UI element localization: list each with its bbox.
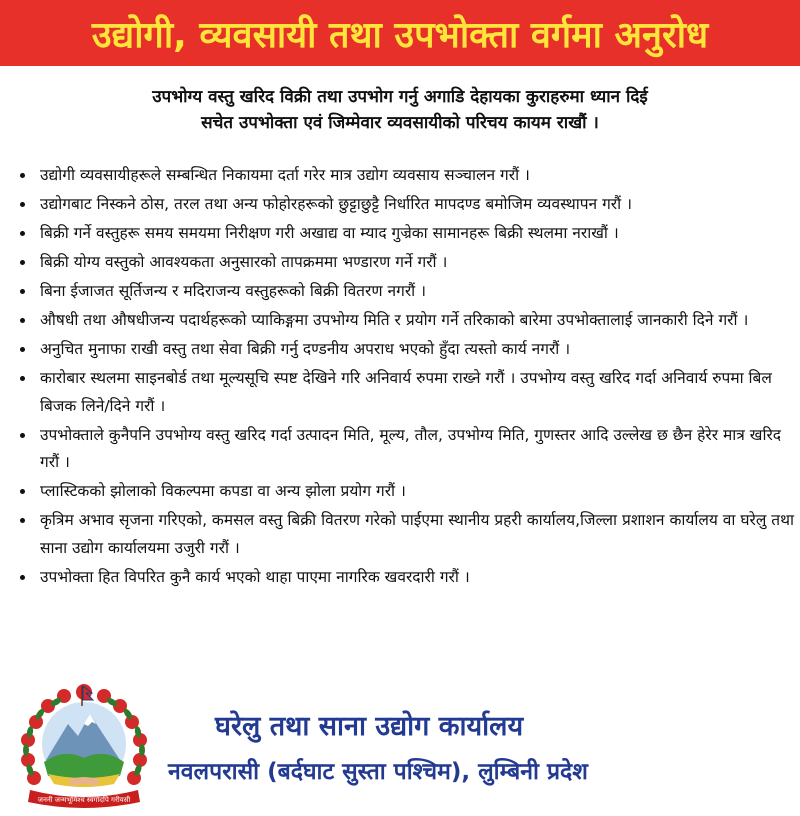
advice-list bbox=[18, 162, 796, 593]
list-item: • उद्योगबाट निस्कने ठोस, तरल तथा अन्य फोहोरहरूको छुट्टाछुट्टै निर्धारित मापदण्ड बमोजिम व्यवस्थापन गरौं । bbox=[36, 191, 796, 219]
list-item: • प्लास्टिकको झोलाको विकल्पमा कपडा वा अन्य झोला प्रयोग गरौं । bbox=[36, 478, 796, 506]
list-item: • कृत्रिम अभाव सृजना गरिएको, कमसल वस्तु बिक्री वितरण गरेको पाईएमा स्थानीय प्रहरी कार्यालय,जिल्ला प्रशाशन कार्यालय वा घरेलु तथा साना उद्योग कार्यालयमा उजुरी गरौं । bbox=[36, 507, 796, 562]
list-item: • औषधी तथा औषधीजन्य पदार्थहरूको प्याकिङ्गमा उपभोग्य मिति र प्रयोग गर्ने तरिकाको बारेमा उपभोक्तालाई जानकारी दिने गरौं । bbox=[36, 307, 796, 335]
list-item: • अनुचित मुनाफा राखी वस्तु तथा सेवा बिक्री गर्नु दण्डनीय अपराध भएको हुँदा त्यस्तो कार्य नगरौं । bbox=[36, 336, 796, 364]
list-item: • कारोबार स्थलमा साइनबोर्ड तथा मूल्यसूचि स्पष्ट देखिने गरि अनिवार्य रुपमा राख्ने गरौं । उपभोग्य वस्तु खरिद गर्दा अनिवार्य रुपमा बिल बिजक लिने/दिने गरौं । bbox=[36, 365, 796, 420]
intro-line-1: उपभोग्य वस्तु खरिद विक्री तथा उपभोग गर्नु अगाडि देहायका कुराहरुमा ध्यान दिई bbox=[152, 87, 648, 107]
banner-title: उद्योगी, व्यवसायी तथा उपभोक्ता वर्गमा अनुरोध bbox=[91, 14, 709, 56]
intro-text bbox=[30, 84, 770, 136]
list-item: • उपभोक्ता हित विपरित कुनै कार्य भएको थाहा पाएमा नागरिक खवरदारी गरौं । bbox=[36, 564, 796, 592]
header-banner bbox=[0, 0, 800, 66]
emblem-motto: जननी जन्मभूमिश्च स्वर्गादपि गरीयसी bbox=[37, 796, 131, 804]
office-name: घरेलु तथा साना उद्योग कार्यालय bbox=[215, 711, 524, 742]
list-item: • बिक्री योग्य वस्तुको आवश्यकता अनुसारको तापक्रममा भण्डारण गर्ने गरौं । bbox=[36, 249, 796, 277]
list-item: • उद्योगी व्यवसायीहरूले सम्बन्धित निकायमा दर्ता गरेर मात्र उद्योग व्यवसाय सञ्चालन गरौं । bbox=[36, 162, 796, 190]
list-item: • बिक्री गर्ने वस्तुहरू समय समयमा निरीक्षण गरी अखाद्य वा म्याद गुज्रेका सामानहरू बिक्री स्थलमा नराखौं । bbox=[36, 220, 796, 248]
list-item: • उपभोक्ताले कुनैपनि उपभोग्य वस्तु खरिद गर्दा उत्पादन मिति, मूल्य, तौल, उपभोग्य मिति, गुणस्तर आदि उल्लेख छ छैन हेरेर मात्र खरिद गरौं । bbox=[36, 422, 796, 477]
office-address: नवलपरासी (बर्दघाट सुस्ता पश्चिम), लुम्बिनी प्रदेश bbox=[168, 759, 588, 785]
intro-line-2: सचेत उपभोक्ता एवं जिम्मेवार व्यवसायीको परिचय कायम राखौं । bbox=[201, 113, 599, 133]
footer bbox=[0, 680, 800, 816]
list-item: • बिना ईजाजत सूर्तिजन्य र मदिराजन्य वस्तुहरूको बिक्री वितरण नगरौं । bbox=[36, 278, 796, 306]
nepal-emblem-icon bbox=[16, 682, 152, 812]
